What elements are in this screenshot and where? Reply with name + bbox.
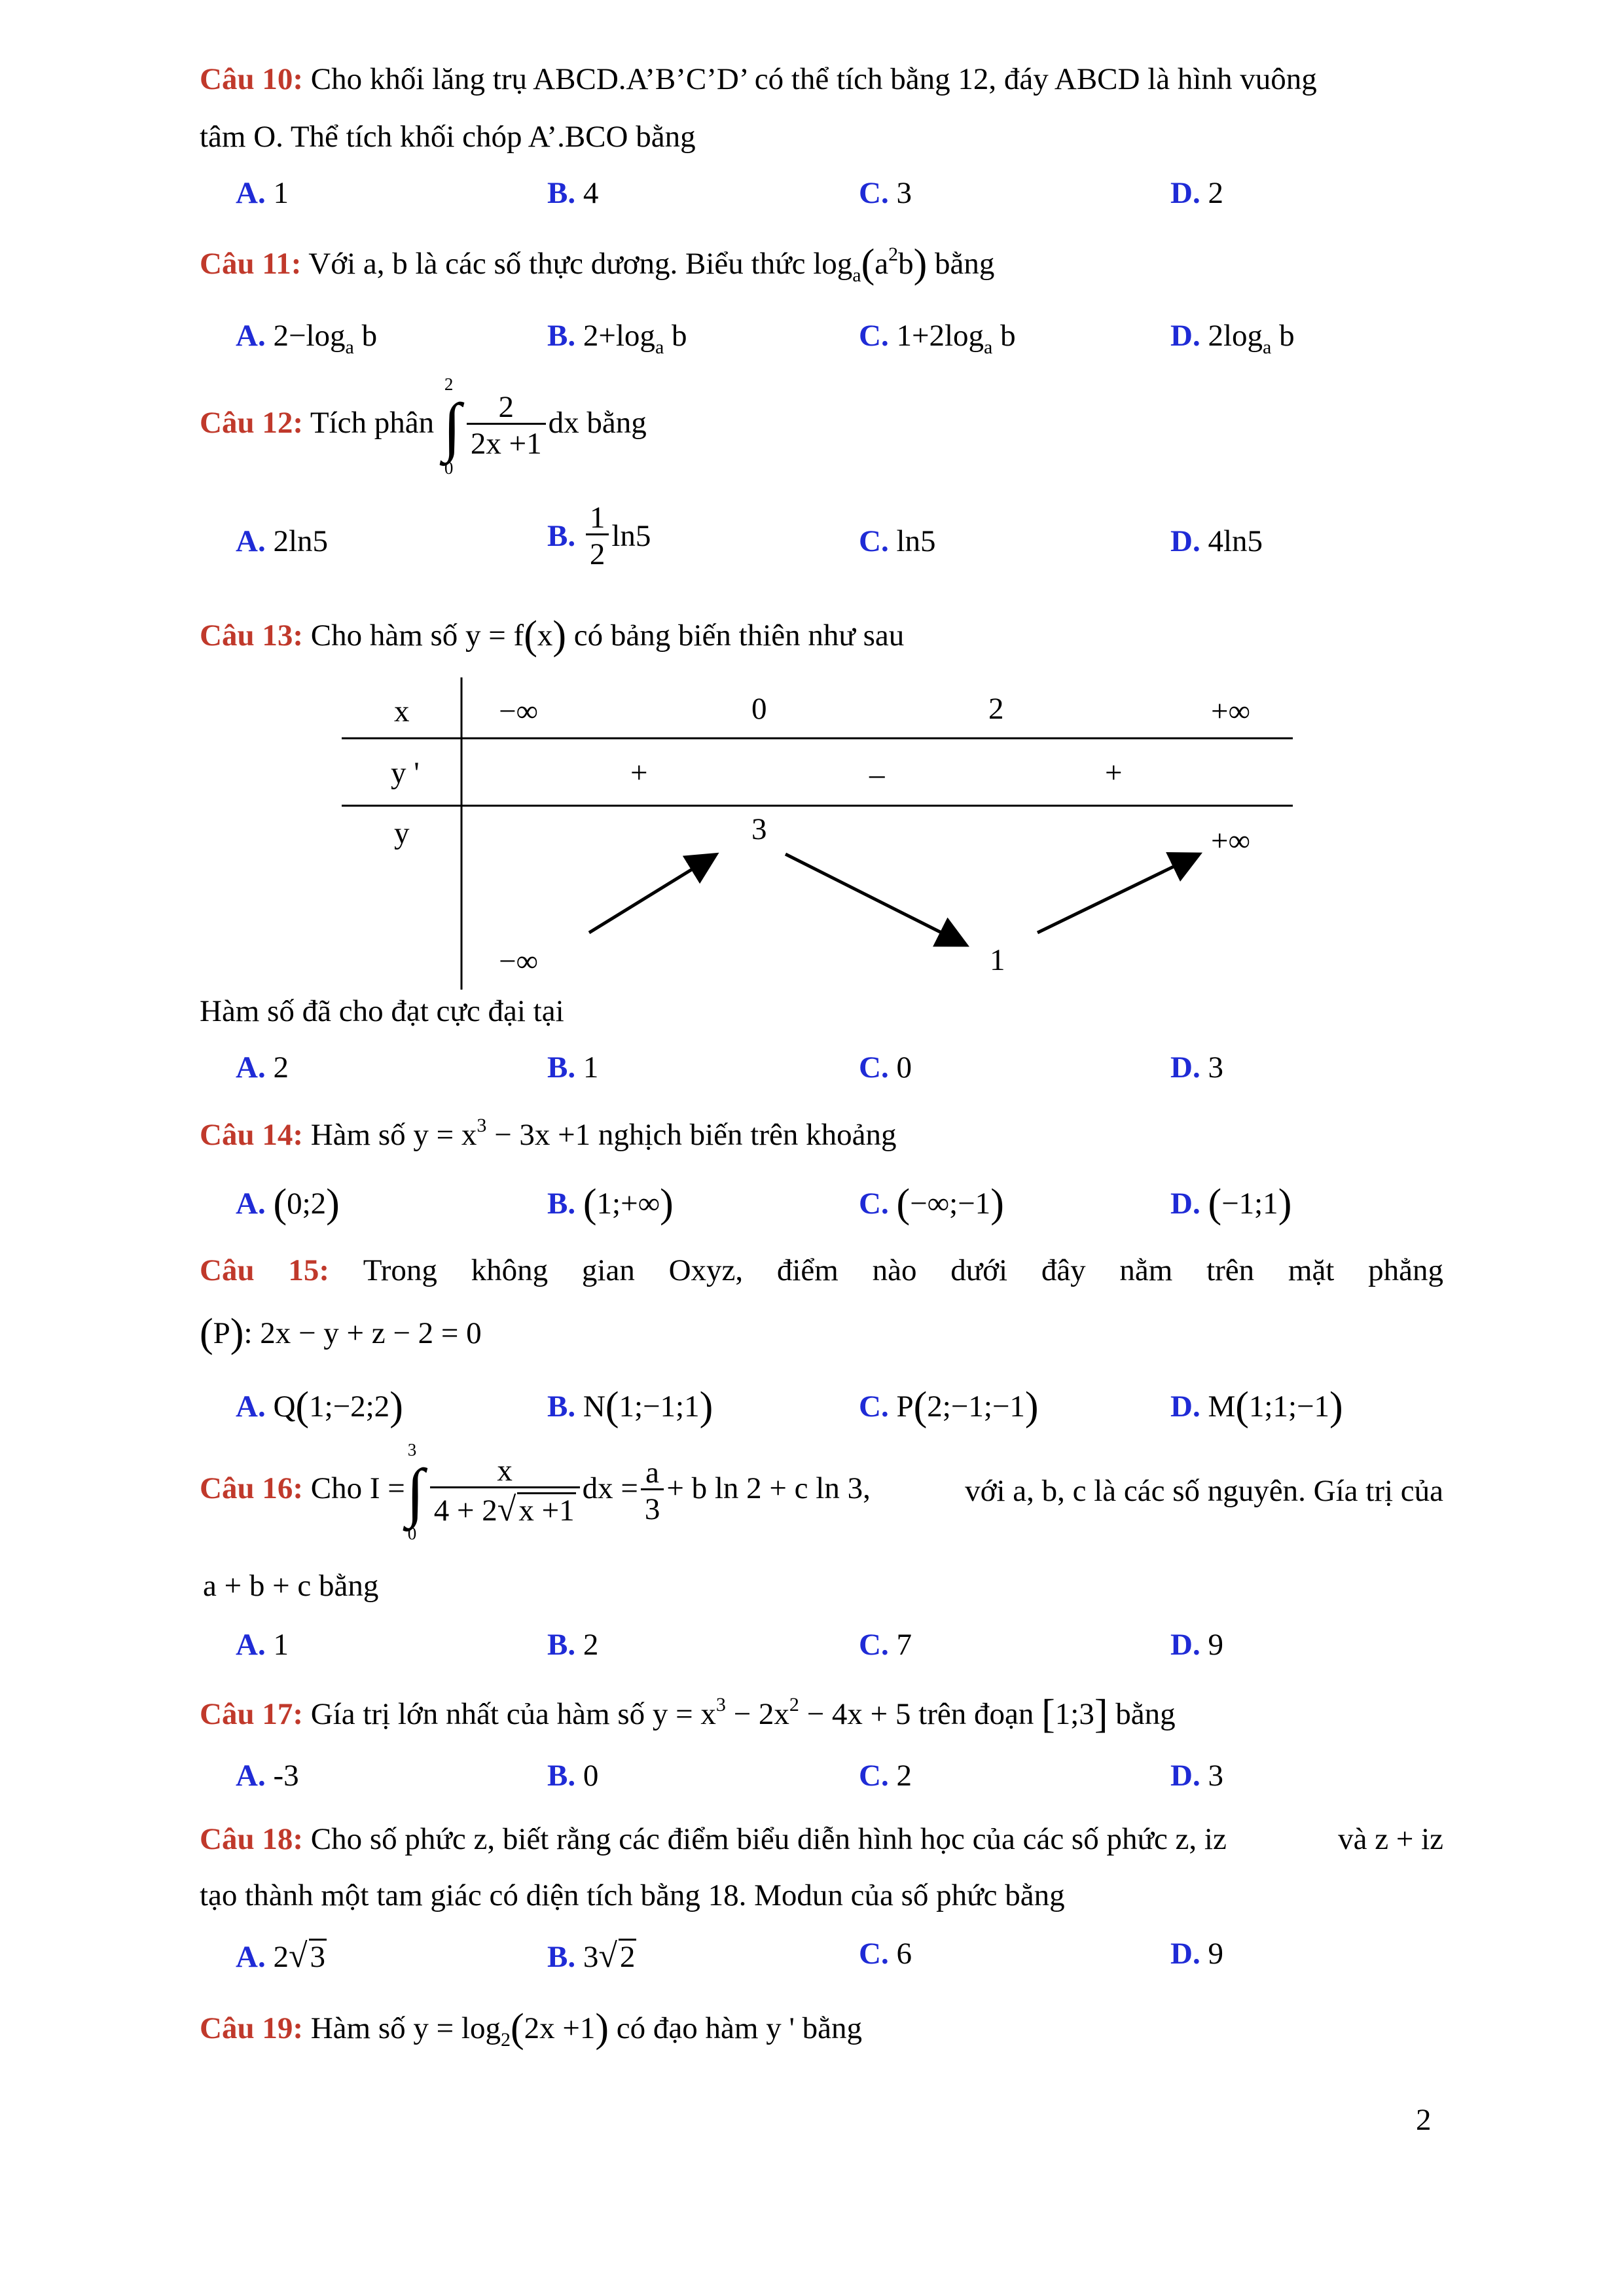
q12-option-c[interactable]: C. ln5 [859, 524, 936, 558]
q12-integral-sign: 2 ∫ 0 [442, 374, 461, 478]
q13-table-y-pos-inf: +∞ [1211, 824, 1251, 858]
q13-option-b[interactable]: B. 1 [547, 1050, 599, 1085]
q11-option-d[interactable]: D. $2\log_a$ b [1170, 319, 1295, 358]
q13-table-sign-3: + [1105, 756, 1123, 790]
q13-table-y-neg-inf: −∞ [499, 944, 539, 978]
q13-table-sign-1: + [630, 756, 648, 790]
q16-option-c[interactable]: C. 7 [859, 1628, 912, 1662]
q17-option-d[interactable]: D. 3 [1170, 1759, 1223, 1793]
q13-expression: y = f(x) [465, 613, 567, 658]
q17-option-c[interactable]: C. 2 [859, 1759, 912, 1793]
q18-option-b[interactable]: B. 3√2 [547, 1937, 636, 1975]
q13-arrow-increase-2 [1038, 855, 1197, 933]
q16-integral-sign: 3 ∫ 0 [406, 1440, 425, 1543]
q13-option-c[interactable]: C. 0 [859, 1050, 912, 1085]
q12-option-d[interactable]: D. 4ln5 [1170, 524, 1263, 558]
q11-option-b[interactable]: B. $2+\log_a$ b [547, 319, 687, 358]
q18-option-a[interactable]: A. 2√3 [236, 1937, 325, 1975]
q12-text-post: bằng [586, 405, 647, 440]
q11-text-pre: Với a, b là các số thực dương. Biểu thức [308, 247, 806, 281]
q13-table-y-min: 1 [990, 943, 1005, 977]
q17-option-a[interactable]: A. -3 [236, 1759, 299, 1793]
q11-label: Câu 11: [200, 247, 302, 281]
q13-table-yprime-header: y ' [391, 756, 420, 790]
q13-table-x-2: 2 [988, 692, 1004, 726]
q19-stem: Câu 19: Hàm số $y = \log_2(2x +1)$ có đạo hàm y ' bằng [200, 2006, 863, 2051]
q19-label: Câu 19: [200, 2011, 303, 2045]
q11-option-c[interactable]: C. $1+2\log_a$ b [859, 319, 1016, 358]
q14-expression: $y = x^3 - 3x +1$ [413, 1115, 591, 1152]
q12-text-pre: Tích phân [310, 405, 435, 440]
q15-option-a[interactable]: A. Q(1;−2;2) [236, 1384, 403, 1429]
q15-plane-equation: (P): 2x − y + z − 2 = 0 [200, 1311, 482, 1355]
q15-option-d[interactable]: D. M(1;1;−1) [1170, 1384, 1343, 1429]
q14-text-post: nghịch biến trên khoảng [598, 1118, 897, 1152]
q16-line1: Câu 16: Cho I = 3 ∫ 0 $\frac{x}{4 + 2√x +1}$ dx = $\frac{a}{3}$ + b ln 2 + c ln 3, với a, b, c là các số nguyên. Gía trị của [200, 1440, 1443, 1543]
q10-option-b[interactable]: B. 4 [547, 176, 599, 210]
q13-option-a[interactable]: A. 2 [236, 1050, 289, 1085]
q13-table-sign-2: – [869, 757, 885, 791]
q13-table-x-neg-inf: −∞ [499, 694, 539, 728]
q10-label: Câu 10: [200, 62, 303, 96]
q12-dx: dx [548, 405, 579, 440]
q19-expression: $y = \log_2(2x +1)$ [413, 2006, 609, 2051]
q10-option-d[interactable]: D. 2 [1170, 176, 1223, 210]
q16-option-b[interactable]: B. 2 [547, 1628, 599, 1662]
q14-stem [200, 1116, 896, 1151]
q18-option-d[interactable]: D. 9 [1170, 1937, 1223, 1971]
q18-text-line2: tạo thành một tam giác có diện tích bằng 18. Modun của số phức bằng [200, 1878, 1065, 1912]
q13-option-d[interactable]: D. 3 [1170, 1050, 1223, 1085]
q10-option-c[interactable]: C. 3 [859, 176, 912, 210]
q13-table-x-0: 0 [751, 692, 767, 726]
q10-text-line1: Cho khối lăng trụ ABCD.A’B’C’D’ có thể tích bằng 12, đáy ABCD là hình vuông [310, 62, 1317, 96]
q16-fraction: $\frac{x}{4 + 2√x +1}$ [430, 1456, 580, 1527]
q11-text-post: bằng [935, 247, 995, 281]
q16-line2: a + b + c bằng [203, 1569, 379, 1603]
q14-option-a[interactable]: A. (0;2) [236, 1181, 340, 1226]
q13-table-x-pos-inf: +∞ [1211, 694, 1251, 728]
q15-label: Câu [200, 1253, 255, 1287]
q13-label: Câu 13: [200, 619, 303, 653]
q13-text-after: Hàm số đã cho đạt cực đại tại [200, 994, 564, 1028]
q13-text-pre: Cho hàm số [310, 619, 458, 653]
q10-text-line2: tâm O. Thể tích khối chóp A’.BCO bằng [200, 120, 696, 154]
page-number: 2 [1416, 2103, 1432, 2137]
q12-option-b[interactable]: B. $\frac{1}{2}$ ln5 [547, 501, 651, 571]
q13-arrow-increase-1 [589, 856, 713, 933]
q13-text-post: có bảng biến thiên như sau [573, 619, 905, 653]
q13-table-y-max: 3 [751, 812, 767, 846]
q17-interval: [1;3] [1041, 1692, 1108, 1736]
q17-label: Câu 17: [200, 1697, 303, 1731]
q15-option-c[interactable]: C. P(2;−1;−1) [859, 1384, 1039, 1429]
q14-option-c[interactable]: C. (−∞;−1) [859, 1181, 1004, 1226]
q16-text-post: với a, b, c là các số nguyên. Gía trị của [965, 1473, 1443, 1508]
q13-arrow-decrease [785, 854, 964, 944]
q18-option-c[interactable]: C. 6 [859, 1937, 912, 1971]
q14-option-d[interactable]: D. (−1;1) [1170, 1181, 1292, 1226]
q10-option-a[interactable]: A. 1 [236, 176, 289, 210]
q18-line1: Câu 18: Cho số phức z, biết rằng các điểm biểu diễn hình học của các số phức z, iz và z + iz [200, 1822, 1443, 1856]
q17-expression: $y = x^3 - 2x^2 - 4x + 5$ [652, 1694, 911, 1731]
q12-fraction: $\frac{2}{2x +1}$ [467, 392, 546, 459]
q16-option-a[interactable]: A. 1 [236, 1628, 289, 1662]
q17-option-b[interactable]: B. 0 [547, 1759, 599, 1793]
q16-option-d[interactable]: D. 9 [1170, 1628, 1223, 1662]
q14-text-pre: Hàm số [310, 1118, 406, 1152]
q15-line1: Câu 15: Trong không gian Oxyz, điểm nào dưới đây nằm trên mặt phẳng [200, 1253, 1443, 1287]
q13-table-x-header: x [394, 694, 410, 728]
q18-label: Câu 18: [200, 1822, 303, 1856]
q14-option-b[interactable]: B. (1;+∞) [547, 1181, 674, 1226]
q16-rhs-fraction: $\frac{a}{3}$ [641, 1458, 664, 1525]
q16-label: Câu 16: [200, 1471, 303, 1505]
q12-option-a[interactable]: A. 2ln5 [236, 524, 329, 558]
q15-option-b[interactable]: B. N(1;−1;1) [547, 1384, 713, 1429]
q12-label: Câu 12: [200, 405, 303, 440]
q11-expression: $\log_a(a^2b)$ [813, 242, 928, 286]
q14-label: Câu 14: [200, 1118, 303, 1152]
q15-label-num: 15: [288, 1253, 329, 1287]
q13-table-y-header: y [394, 816, 410, 850]
q11-option-a[interactable]: A. $2-\log_a$ b [236, 319, 378, 358]
q17-stem: Câu 17: Gía trị lớn nhất của hàm số $y = x^3 - 2x^2 - 4x + 5$ trên đoạn [1;3] bằng [200, 1692, 1176, 1736]
